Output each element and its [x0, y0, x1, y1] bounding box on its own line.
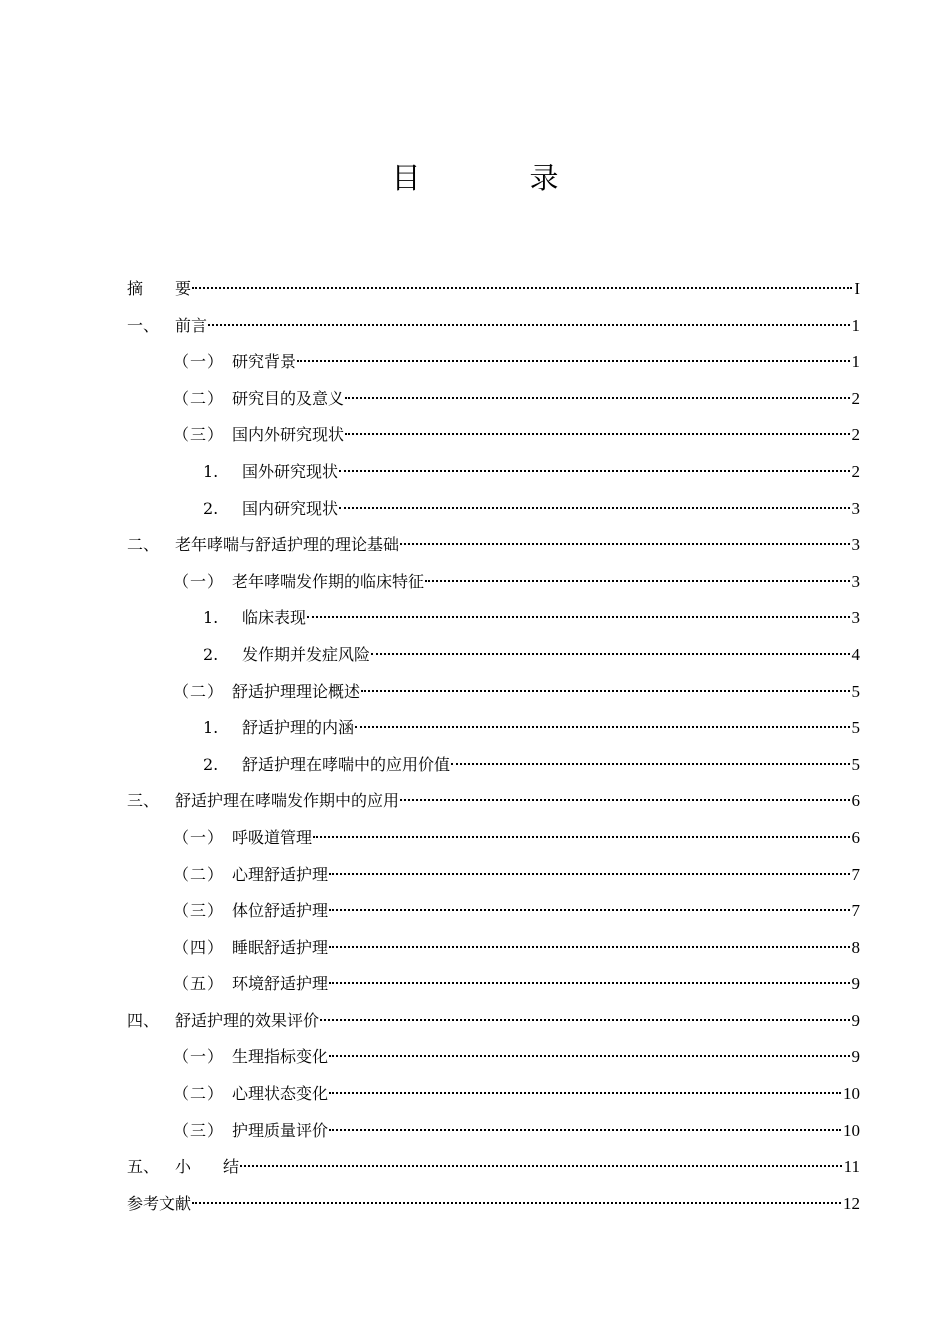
toc-entry-label: 研究目的及意义 [232, 388, 345, 408]
table-of-contents [127, 271, 860, 1222]
toc-dot-leader [192, 287, 852, 289]
toc-page-number: 3 [851, 498, 860, 518]
toc-entry-number: 1. [203, 718, 219, 738]
toc-page-number: 2 [851, 425, 860, 445]
toc-entry-label: 心理状态变化 [232, 1084, 329, 1104]
toc-entry[interactable] [127, 783, 860, 820]
toc-entry[interactable] [127, 454, 860, 491]
toc-entry[interactable] [127, 1186, 860, 1223]
toc-entry-number: 摘 [127, 279, 144, 298]
toc-entry[interactable] [127, 417, 860, 454]
toc-entry-number: 二、 [127, 535, 160, 555]
toc-entry[interactable] [127, 564, 860, 601]
toc-page-number: 11 [843, 1157, 860, 1177]
toc-dot-leader [329, 873, 849, 875]
toc-page-number: 2 [851, 388, 860, 408]
toc-entry-number: （一） [173, 827, 225, 847]
toc-entry-number: （三） [173, 425, 225, 445]
toc-dot-leader [320, 1019, 849, 1021]
toc-dot-leader [371, 653, 849, 655]
toc-dot-leader [345, 397, 849, 399]
toc-page-number: 3 [851, 535, 860, 555]
toc-dot-leader [361, 690, 849, 692]
toc-entry-number: （一） [173, 571, 225, 591]
toc-page-number: 9 [851, 974, 860, 994]
toc-page-number: 3 [851, 608, 860, 628]
toc-entry-number: 2. [203, 754, 219, 774]
toc-page-number: 6 [851, 791, 860, 811]
toc-page-number: 5 [851, 718, 860, 738]
toc-entry-number: 三、 [127, 791, 160, 811]
toc-page-number: 6 [851, 827, 860, 847]
toc-page-number: 8 [851, 937, 860, 957]
toc-entry-label: 舒适护理在哮喘发作期中的应用 [175, 791, 400, 811]
toc-entry[interactable] [127, 1076, 860, 1113]
toc-entry-label: 国内外研究现状 [232, 425, 345, 445]
toc-page-number: 7 [851, 901, 860, 921]
toc-entry-number: 一、 [127, 315, 160, 335]
toc-entry[interactable] [127, 857, 860, 894]
toc-entry[interactable] [127, 1149, 860, 1186]
toc-page-number: 4 [851, 644, 860, 664]
toc-dot-leader [329, 909, 849, 911]
toc-dot-leader [339, 507, 849, 509]
toc-dot-leader [297, 360, 849, 362]
toc-entry-label: 前言 [175, 315, 208, 335]
toc-entry[interactable] [127, 344, 860, 381]
toc-dot-leader [240, 1165, 842, 1167]
toc-entry[interactable] [127, 966, 860, 1003]
toc-entry-label: 舒适护理的内涵 [242, 718, 355, 738]
toc-entry-label: 国内研究现状 [242, 498, 339, 518]
toc-entry[interactable] [127, 491, 860, 528]
toc-entry-label: 舒适护理在哮喘中的应用价值 [242, 754, 451, 774]
toc-entry[interactable] [127, 747, 860, 784]
toc-entry[interactable] [127, 600, 860, 637]
toc-dot-leader [208, 324, 849, 326]
toc-entry-label: 研究背景 [232, 352, 297, 372]
toc-page-number: 10 [843, 1120, 860, 1140]
toc-entry[interactable] [127, 1039, 860, 1076]
toc-entry-label: 小 结 [175, 1157, 240, 1177]
toc-entry[interactable] [127, 674, 860, 711]
toc-page-number: I [854, 279, 860, 298]
toc-entry[interactable] [127, 637, 860, 674]
toc-entry-label: 睡眠舒适护理 [232, 937, 329, 957]
toc-entry-number: （一） [173, 1047, 225, 1067]
toc-entry-number: 1. [203, 608, 219, 628]
toc-dot-leader [451, 763, 849, 765]
toc-dot-leader [425, 580, 849, 582]
toc-dot-leader [400, 799, 849, 801]
toc-entry-label: 老年哮喘与舒适护理的理论基础 [175, 535, 400, 555]
toc-page-number: 9 [851, 1047, 860, 1067]
toc-entry-label: 要 [175, 279, 192, 298]
page-title: 目 录 [391, 161, 599, 195]
toc-dot-leader [329, 1129, 841, 1131]
toc-entry[interactable] [127, 820, 860, 857]
toc-entry-label: 呼吸道管理 [232, 827, 313, 847]
toc-entry-number: （二） [173, 864, 225, 884]
toc-dot-leader [345, 433, 849, 435]
toc-entry-number: 2. [203, 498, 219, 518]
toc-page-number: 7 [851, 864, 860, 884]
toc-entry[interactable] [127, 308, 860, 345]
toc-entry-label: 生理指标变化 [232, 1047, 329, 1067]
toc-page-number: 9 [851, 1010, 860, 1030]
toc-entry[interactable] [127, 893, 860, 930]
toc-page-number: 3 [851, 571, 860, 591]
toc-entry-number: （四） [173, 937, 225, 957]
toc-page-number: 5 [851, 754, 860, 774]
toc-entry-number: （三） [173, 1120, 225, 1140]
toc-entry-label: 舒适护理的效果评价 [175, 1010, 320, 1030]
toc-entry-number: 参考文献 [127, 1193, 192, 1213]
toc-entry-number: 四、 [127, 1010, 160, 1030]
toc-page-number: 2 [851, 461, 860, 481]
toc-entry-number: （二） [173, 388, 225, 408]
toc-entry-number: （一） [173, 352, 225, 372]
toc-entry-number: （二） [173, 681, 225, 701]
toc-dot-leader [400, 543, 849, 545]
toc-entry[interactable] [127, 271, 860, 308]
toc-entry-number: （三） [173, 901, 225, 921]
toc-page-number: 10 [843, 1084, 860, 1104]
toc-entry-label: 舒适护理理论概述 [232, 681, 361, 701]
toc-dot-leader [192, 1202, 841, 1204]
toc-entry-number: （五） [173, 974, 225, 994]
toc-entry-number: 2. [203, 644, 219, 664]
toc-page-number: 1 [851, 352, 860, 372]
toc-entry-label: 发作期并发症风险 [242, 644, 371, 664]
toc-dot-leader [307, 616, 849, 618]
toc-entry-label: 临床表现 [242, 608, 307, 628]
toc-entry-number: （二） [173, 1084, 225, 1104]
toc-page-number: 5 [851, 681, 860, 701]
toc-entry[interactable] [127, 381, 860, 418]
toc-entry-label: 体位舒适护理 [232, 901, 329, 921]
toc-entry-label: 心理舒适护理 [232, 864, 329, 884]
toc-entry-number: 五、 [127, 1157, 160, 1177]
toc-page-number: 12 [843, 1193, 860, 1213]
toc-entry-label: 老年哮喘发作期的临床特征 [232, 571, 425, 591]
toc-dot-leader [355, 726, 849, 728]
toc-entry-label: 护理质量评价 [232, 1120, 329, 1140]
toc-dot-leader [329, 946, 849, 948]
toc-dot-leader [313, 836, 849, 838]
toc-entry-label: 环境舒适护理 [232, 974, 329, 994]
toc-page-number: 1 [851, 315, 860, 335]
toc-dot-leader [329, 982, 849, 984]
toc-dot-leader [339, 470, 849, 472]
toc-entry[interactable] [127, 527, 860, 564]
toc-entry[interactable] [127, 1113, 860, 1150]
toc-entry-label: 国外研究现状 [242, 461, 339, 481]
toc-dot-leader [329, 1092, 841, 1094]
toc-entry[interactable] [127, 930, 860, 967]
toc-entry[interactable] [127, 1003, 860, 1040]
toc-dot-leader [329, 1055, 849, 1057]
toc-entry-number: 1. [203, 461, 219, 481]
toc-entry[interactable] [127, 710, 860, 747]
